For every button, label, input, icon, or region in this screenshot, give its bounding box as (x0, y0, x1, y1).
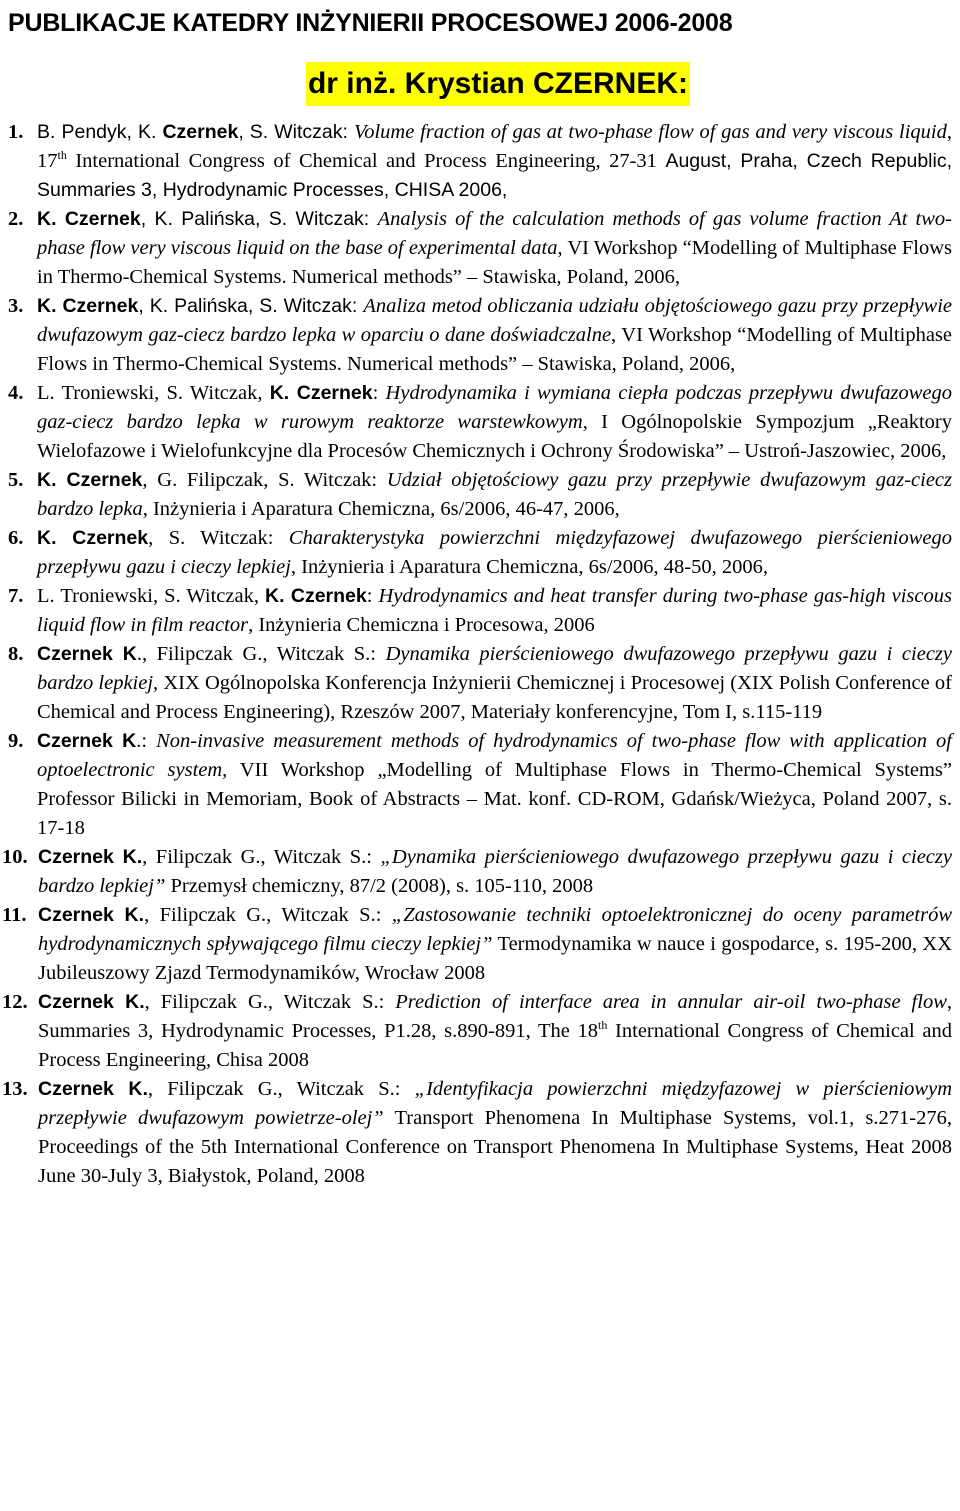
superscript-text: th (57, 148, 67, 163)
publication-title: Analiza metod obliczania udziału objętościowego gazu przy przepływie dwufazowym gaz-ciecz bardzo lepka w oparciu o dane doświadczalne (37, 295, 953, 346)
publication-text: , Inżynieria i Aparatura Chemiczna, 6s/2006, 48-50, 2006, (290, 556, 768, 578)
publication-title: Dynamika pierścieniowego dwufazowego przepływu gazu i cieczy bardzo lepkiej, (37, 643, 952, 694)
page-title: PUBLIKACJE KATEDRY INŻYNIERII PROCESOWEJ 2006-2008 (8, 9, 733, 37)
publication-item (8, 379, 952, 466)
publication-item (8, 205, 952, 292)
publication-text: , Filipczak G., Witczak S.: (142, 846, 381, 868)
publication-number: 9. (8, 730, 24, 752)
publication-text: L. Troniewski, S. Witczak, (37, 382, 270, 404)
publication-item (8, 466, 952, 524)
publication-text: , K. Palińska, S. Witczak: (138, 295, 364, 317)
publication-number: 2. (8, 208, 24, 230)
publication-text: , Filipczak G., Witczak S.: (144, 991, 396, 1013)
author-heading-row (8, 62, 952, 108)
publication-text: Transport Phenomena In Multiphase Systems, vol.1, s.271-276, Proceedings of the 5th International Conference on Transport Phenomena In Multiphase Systems, Heat 2008 June 30-July 3, Białystok, Poland, 2008 (38, 1107, 952, 1187)
publication-number: 11. (2, 904, 27, 926)
publication-item (8, 524, 952, 582)
author-name-highlight: K. Czernek (37, 527, 149, 549)
author-name-highlight: Czernek K. (38, 991, 145, 1013)
publication-title: Charakterystyka powierzchni międzyfazowej dwufazowego pierścieniowego przepływu gazu i cieczy lepkiej (37, 527, 952, 578)
publication-item (2, 1075, 953, 1191)
publication-text: Przemysł chemiczny, 87/2 (2008), s. 105-110, 2008 (165, 875, 594, 897)
publication-number: 8. (8, 643, 24, 665)
publication-text: , K. Palińska, S. Witczak: (140, 208, 378, 230)
publication-text: , S. Witczak: (148, 527, 289, 549)
publication-text: , VI Workshop “Modelling of Multiphase Flows in Thermo-Chemical Systems. Numerical methods” – Stawiska, Poland, 2006, (37, 324, 952, 375)
publication-text: : (372, 382, 386, 404)
publication-text: Termodynamika w nauce i gospodarce, s. 195-200, XX Jubileuszowy Zjazd Termodynamików, Wrocław 2008 (38, 933, 952, 984)
author-name-highlight: K. Czernek (265, 585, 367, 607)
publication-text: , VI Workshop “Modelling of Multiphase Flows in Thermo-Chemical Systems. Numerical methods” – Stawiska, Poland, 2006, (37, 237, 952, 288)
author-heading: dr inż. Krystian CZERNEK: (306, 62, 690, 106)
publication-number: 10. (2, 846, 28, 868)
publication-text: International Congress of Chemical and Process Engineering, 27-31 (66, 150, 666, 172)
author-name-highlight: K. Czernek (37, 295, 139, 317)
publication-item (2, 901, 952, 988)
publication-title: Hydrodynamika i wymiana ciepła podczas przepływu dwufazowego gaz-ciecz bardzo lepka w rurowym reaktorze warstewkowym (37, 382, 952, 433)
author-name-highlight: K. Czernek (269, 382, 373, 404)
publication-title: Non-invasive measurement methods of hydrodynamics of two-phase flow with application of optoelectronic system, (37, 730, 952, 781)
publication-text: : (366, 585, 379, 607)
publication-number: 13. (2, 1078, 28, 1100)
author-name-highlight: Czernek (162, 121, 239, 143)
publication-item (8, 640, 952, 727)
publication-item (8, 582, 952, 640)
publication-title: Volume fraction of gas at two-phase flow of gas and very viscous liquid (353, 121, 947, 143)
publication-item (2, 988, 952, 1075)
publication-number: 5. (8, 469, 24, 491)
publication-number: 1. (8, 121, 24, 143)
author-name-highlight: Czernek K. (38, 904, 145, 926)
publication-text: , S. Witczak: (238, 121, 354, 143)
publication-title: „Zastosowanie techniki optoelektronicznej do oceny parametrów hydrodynamicznych spływającego filmu cieczy lepkiej” (38, 904, 952, 955)
publication-item (8, 292, 952, 379)
publication-text: , I Ogólnopolskie Sympozjum „Reaktory Wielofazowe i Wielofunkcyjne dla Procesów Chemicznych i Ochrony Środowiska” – Ustroń-Jaszowiec, 2006, (37, 411, 953, 462)
author-name-highlight: K. Czernek (37, 469, 143, 491)
publication-list (2, 118, 953, 1191)
publication-text: , G. Filipczak, S. Witczak: (142, 469, 387, 491)
publication-text: August, Praha, Czech Republic, Summaries 3, Hydrodynamic Processes, CHISA 2006, (37, 150, 952, 201)
publication-number: 7. (8, 585, 24, 607)
publication-text: , Filipczak G., Witczak S.: (144, 904, 392, 926)
publication-text: .: (136, 730, 157, 752)
publication-number: 12. (2, 991, 28, 1013)
publication-text: , Filipczak G., Witczak S.: (147, 1078, 415, 1100)
author-name-highlight: Czernek K (37, 643, 137, 665)
author-name-highlight: Czernek K. (38, 846, 143, 868)
author-name-highlight: Czernek K. (38, 1078, 148, 1100)
publication-title: Udział objętościowy gazu przy przepływie dwufazowym gaz-ciecz bardzo lepka (37, 469, 953, 520)
publication-text: , Inżynieria Chemiczna i Procesowa, 2006 (248, 614, 595, 636)
author-name-highlight: Czernek K (37, 730, 137, 752)
publication-text: , Inżynieria i Aparatura Chemiczna, 6s/2006, 46-47, 2006, (142, 498, 620, 520)
publication-title: „Identyfikacja powierzchni międzyfazowej w pierścieniowym przepływie dwufazowym powietrze-olej” (38, 1078, 953, 1129)
publication-text: B. Pendyk, K. (37, 121, 163, 143)
superscript-text: th (598, 1018, 608, 1033)
publication-item (8, 118, 952, 205)
publication-title: „Dynamika pierścieniowego dwufazowego przepływu gazu i cieczy bardzo lepkiej” (38, 846, 952, 897)
publication-text: , 17 (37, 121, 953, 172)
publication-text: L. Troniewski, S. Witczak, (37, 585, 266, 607)
publication-item (2, 843, 952, 901)
publication-text: ., Filipczak G., Witczak S.: (136, 643, 386, 665)
publication-text: , Summaries 3, Hydrodynamic Processes, P1.28, s.890-891, The 18 (38, 991, 952, 1042)
publication-number: 6. (8, 527, 24, 549)
publication-title: Analysis of the calculation methods of gas volume fraction At two-phase flow very viscous liquid on the base of experimental data (37, 208, 952, 259)
publication-text: International Congress of Chemical and Process Engineering, Chisa 2008 (38, 1020, 952, 1071)
publication-text: XIX Ogólnopolska Konferencja Inżynierii Chemicznej i Procesowej (XIX Polish Conference of Chemical and Process Engineering), Rzeszów 2007, Materiały konferencyjne, Tom I, s.115-119 (37, 672, 952, 723)
publication-number: 3. (8, 295, 24, 317)
author-name-highlight: K. Czernek (37, 208, 141, 230)
publication-number: 4. (8, 382, 24, 404)
publication-title: Prediction of interface area in annular air-oil two-phase flow (395, 991, 947, 1013)
publication-item (8, 727, 952, 843)
publication-title: Hydrodynamics and heat transfer during two-phase gas-high viscous liquid flow in film reactor (37, 585, 952, 636)
publication-text: VII Workshop „Modelling of Multiphase Flows in Thermo-Chemical Systems” Professor Bilicki in Memoriam, Book of Abstracts – Mat. konf. CD-ROM, Gdańsk/Wieżyca, Poland 2007, s. 17-18 (37, 759, 952, 839)
